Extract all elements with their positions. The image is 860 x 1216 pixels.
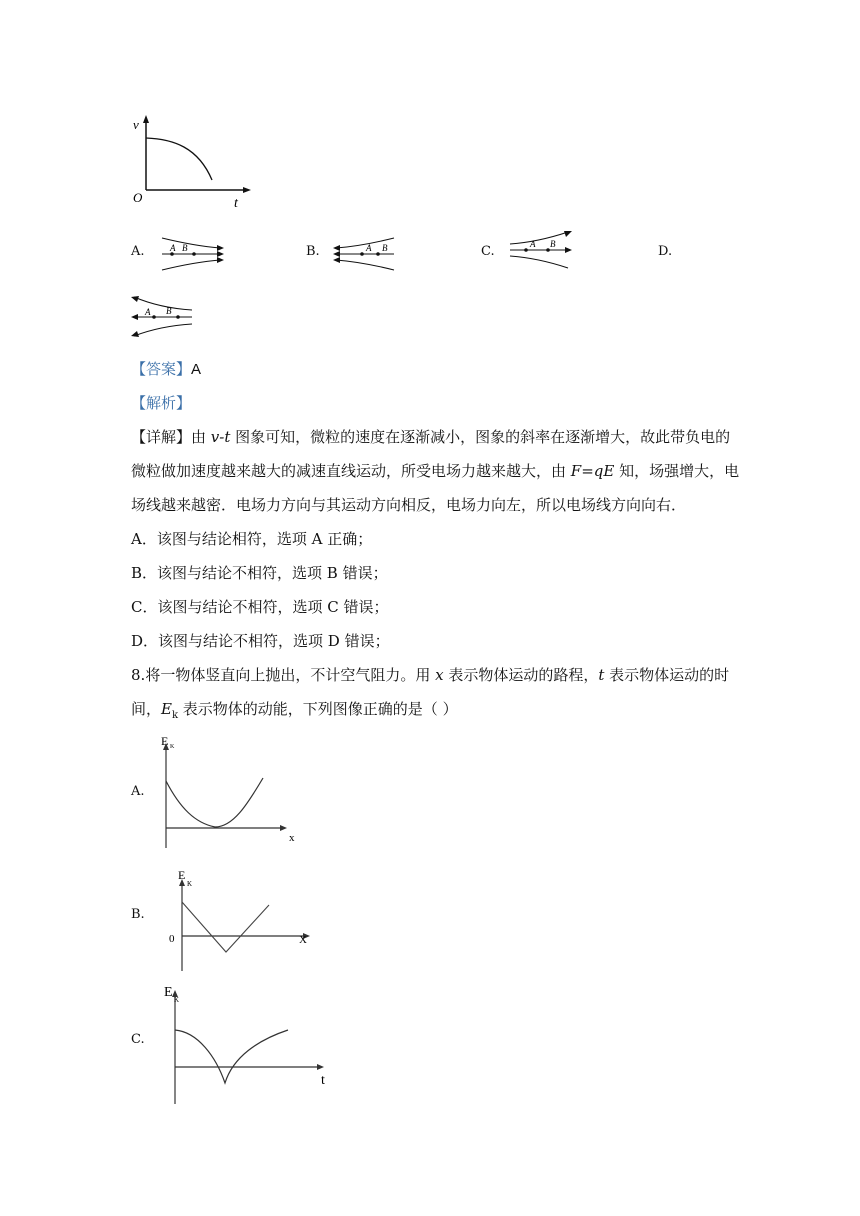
point-b-dot: [192, 252, 196, 256]
ylabel-sub: K: [170, 744, 175, 750]
point-a-label: A: [170, 243, 176, 253]
field-line-bottom: [162, 260, 220, 270]
arrow-icon: [565, 247, 572, 253]
q8-text: 表示物体运动的时: [604, 666, 730, 684]
point-b-label: B: [166, 306, 172, 316]
q8-option-b-graph: [166, 868, 316, 972]
point-a-label: A: [530, 239, 536, 249]
vt-origin: O: [133, 190, 143, 205]
arrow-icon: [317, 1064, 324, 1070]
q8-number: 8.: [131, 666, 146, 684]
option-text-c: C．该图与结论不相符，选项 C 错误；: [131, 598, 389, 616]
ylabel-sub: K: [174, 996, 180, 1004]
ylabel: E: [178, 868, 186, 882]
detail-line-3: [131, 494, 686, 515]
point-b-label: B: [550, 239, 556, 249]
q7-option-c-field: [508, 228, 574, 276]
vt-ylabel: v: [133, 117, 139, 132]
arrow-icon: [217, 245, 224, 251]
q8-option-a-label: A.: [131, 784, 145, 799]
point-b-dot: [176, 315, 180, 319]
q8-var-x: x: [435, 666, 444, 684]
q8-option-c-label: C.: [131, 1032, 145, 1047]
detail-vt: v-t: [210, 428, 231, 446]
field-line-top: [510, 232, 568, 244]
point-a-dot: [152, 315, 156, 319]
q7-option-b-field: [332, 232, 398, 276]
option-text-a: A．该图与结论相符，选项 A 正确；: [131, 530, 373, 548]
q8-line-1: [131, 664, 729, 685]
answer-line: [131, 358, 201, 379]
point-b-label: B: [382, 243, 388, 253]
arrow-icon: [333, 257, 340, 263]
answer-value: A: [191, 361, 202, 378]
ylabel-sub: K: [187, 880, 193, 888]
q8-line-2: [131, 698, 458, 721]
ek-curve: [166, 778, 263, 827]
xlabel: t: [321, 1073, 325, 1088]
q7-option-b-label: B.: [306, 244, 320, 259]
field-line-bottom: [510, 256, 568, 268]
q8-option-a-graph: [155, 733, 305, 849]
arrow-icon: [333, 251, 340, 257]
detail-line-2: [131, 460, 739, 481]
ek-curve: [175, 1030, 288, 1083]
ek-line: [182, 902, 269, 952]
q7-option-d-field: [130, 292, 196, 340]
ylabel: E: [164, 985, 173, 1000]
detail-formula: F=qE: [570, 462, 615, 480]
point-a-dot: [524, 248, 528, 252]
q7-option-d-label: D.: [658, 244, 673, 259]
q8-text: 间，: [131, 700, 162, 718]
vt-x-arrow: [243, 187, 251, 193]
detail-line-1: [131, 426, 730, 447]
q8-var-t: t: [598, 666, 605, 684]
arrow-icon: [131, 331, 139, 337]
q8-text: 表示物体运动的路程，: [443, 666, 599, 684]
arrow-icon: [131, 296, 139, 302]
q8-option-b-label: B.: [131, 907, 145, 922]
arrow-icon: [217, 251, 224, 257]
field-line-top: [134, 297, 192, 310]
detail-text: 知，场强增大，电: [614, 462, 740, 480]
q8-text: 表示物体的动能，下列图像正确的是（ ）: [178, 700, 458, 718]
q8-option-c-graph: [158, 982, 338, 1106]
vt-y-arrow: [143, 115, 149, 123]
option-text-b: B．该图与结论不相符，选项 B 错误；: [131, 564, 388, 582]
answer-tag: 【答案】: [131, 360, 192, 378]
q7-option-c-label: C.: [481, 244, 495, 259]
point-a-dot: [360, 252, 364, 256]
detail-text: 由: [191, 428, 211, 446]
q8-text: 将一物体竖直向上抛出，不计空气阻力。用: [145, 666, 436, 684]
vt-curve: [146, 138, 212, 180]
arrow-icon: [564, 231, 572, 237]
point-b-dot: [376, 252, 380, 256]
q7-option-a-field: [160, 232, 226, 276]
q8-var-k: k: [171, 710, 179, 721]
vt-xlabel: t: [234, 196, 238, 211]
point-b-label: B: [182, 243, 188, 253]
q8-var-e: E: [161, 700, 172, 718]
xlabel: x: [289, 832, 295, 844]
field-line-bottom: [134, 324, 192, 336]
field-line-bottom: [336, 260, 394, 270]
arrow-icon: [280, 825, 287, 831]
ylabel: E: [161, 734, 169, 748]
point-a-label: A: [145, 307, 151, 317]
q7-option-a-label: A.: [131, 244, 145, 259]
detail-text: 图象可知，微粒的速度在逐渐减小，图象的斜率在逐渐增大，故此带负电的: [230, 428, 731, 446]
detail-text: 场线越来越密．电场力方向与其运动方向相反，电场力向左，所以电场线方向向右．: [131, 496, 687, 514]
xlabel: X: [299, 934, 307, 946]
detail-tag: 【详解】: [131, 428, 192, 446]
analysis-tag: 【解析】: [131, 394, 192, 412]
detail-text: 微粒做加速度越来越大的减速直线运动，所受电场力越来越大，由: [131, 462, 571, 480]
origin: 0: [169, 933, 175, 945]
arrow-icon: [333, 245, 340, 251]
arrow-icon: [131, 314, 138, 320]
option-text-d: D．该图与结论不相符，选项 D 错误；: [131, 632, 390, 650]
arrow-icon: [217, 257, 224, 263]
vt-graph: [128, 112, 258, 212]
point-a-label: A: [366, 243, 372, 253]
